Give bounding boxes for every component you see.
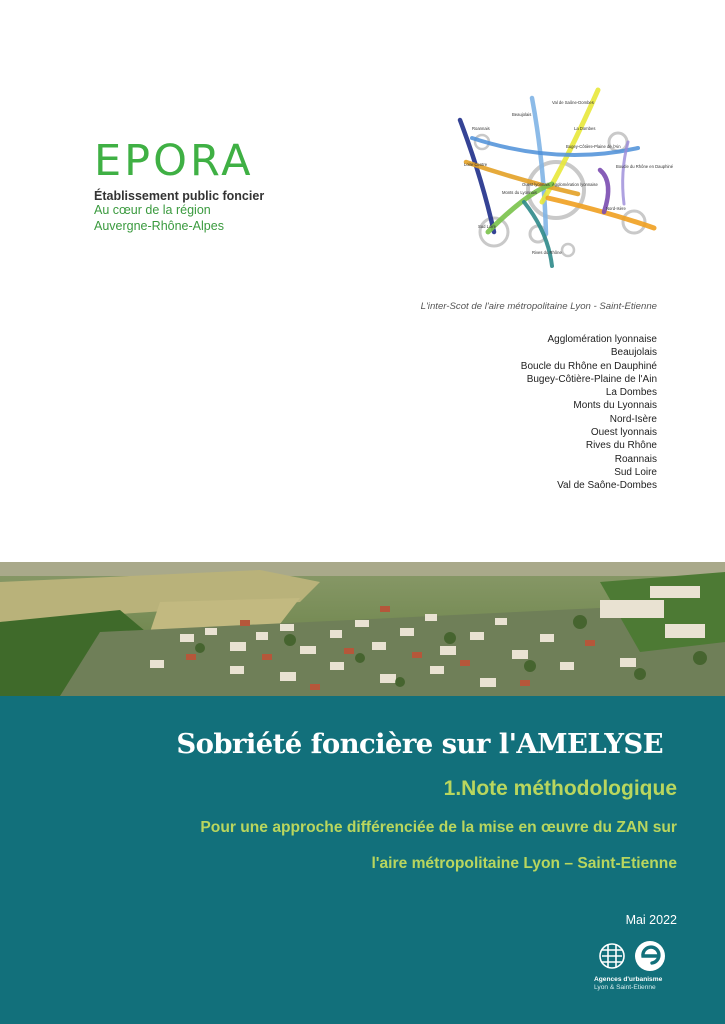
- aerial-photo: [0, 562, 725, 696]
- map-label-val-saone: Val de Saône-Dombes: [552, 100, 594, 105]
- logo-tagline: Établissement public foncier: [94, 189, 265, 203]
- map-label-bugey: Bugey-Côtière-Plaine de l'Ain: [566, 144, 621, 149]
- territory-item: Beaujolais: [610, 347, 657, 359]
- map-label-beaujolais: Beaujolais: [512, 112, 532, 117]
- epora-logo: [94, 136, 265, 234]
- map-label-boucle: Boucle du Rhône en Dauphiné: [616, 164, 674, 169]
- territory-item: Monts du Lyonnais: [573, 400, 657, 412]
- map-label-monts: Monts du Lyonnais: [502, 190, 537, 195]
- agency-emblem-icon: [594, 938, 678, 974]
- territory-item: Bugey-Côtière-Plaine de l'Ain: [526, 373, 657, 385]
- territory-item: La Dombes: [605, 387, 657, 399]
- map-label-ouest: Ouest lyonnais: [522, 182, 550, 187]
- inter-scot-caption: L'inter-Scot de l'aire métropolitaine Lyon - Saint-Etienne: [420, 301, 657, 312]
- cover-date: Mai 2022: [625, 913, 677, 927]
- territory-item: Roannais: [614, 453, 657, 465]
- map-label-sud-loire: Sud Loire: [478, 224, 496, 229]
- territory-item: Nord-Isère: [609, 413, 657, 425]
- logo-region-line: Au cœur de la région: [94, 203, 211, 217]
- territory-item: Sud Loire: [614, 466, 657, 478]
- cover-subtitle-line1: Pour une approche différenciée de la mise en œuvre du ZAN sur: [200, 819, 677, 836]
- agency-name: Agences d'urbanisme: [594, 976, 663, 983]
- cover-title: Sobriété foncière sur l'AMELYSE: [176, 728, 663, 760]
- logo-wordmark: EPORA: [94, 136, 254, 186]
- territory-item: Val de Saône-Dombes: [557, 480, 657, 492]
- inter-scot-map: [448, 82, 674, 274]
- map-label-roannais: Roannais: [472, 126, 490, 131]
- territory-item: Rives du Rhône: [585, 440, 657, 452]
- territory-item: Agglomération lyonnaise: [547, 334, 657, 345]
- agency-logo: [594, 938, 678, 994]
- map-label-rives: Rives du Rhône: [532, 250, 562, 255]
- map-label-dombes: La Dombes: [574, 126, 596, 131]
- territory-item: Ouest lyonnais: [590, 427, 657, 439]
- logo-region-name: Auvergne-Rhône-Alpes: [94, 218, 224, 233]
- territory-item: Boucle du Rhône en Dauphiné: [520, 360, 657, 372]
- map-label-nord-isere: Nord-Isère: [606, 206, 626, 211]
- territory-list: [521, 333, 657, 493]
- agency-location: Lyon & Saint-Etienne: [594, 984, 656, 991]
- map-label-agglo: Agglomération lyonnaise: [552, 182, 598, 187]
- cover-subtitle-line2: l'aire métropolitaine Lyon – Saint-Etienne: [371, 855, 677, 872]
- map-label-loire-centre: Loire Centre: [464, 162, 488, 167]
- cover-note-heading: 1.Note méthodologique: [443, 777, 677, 800]
